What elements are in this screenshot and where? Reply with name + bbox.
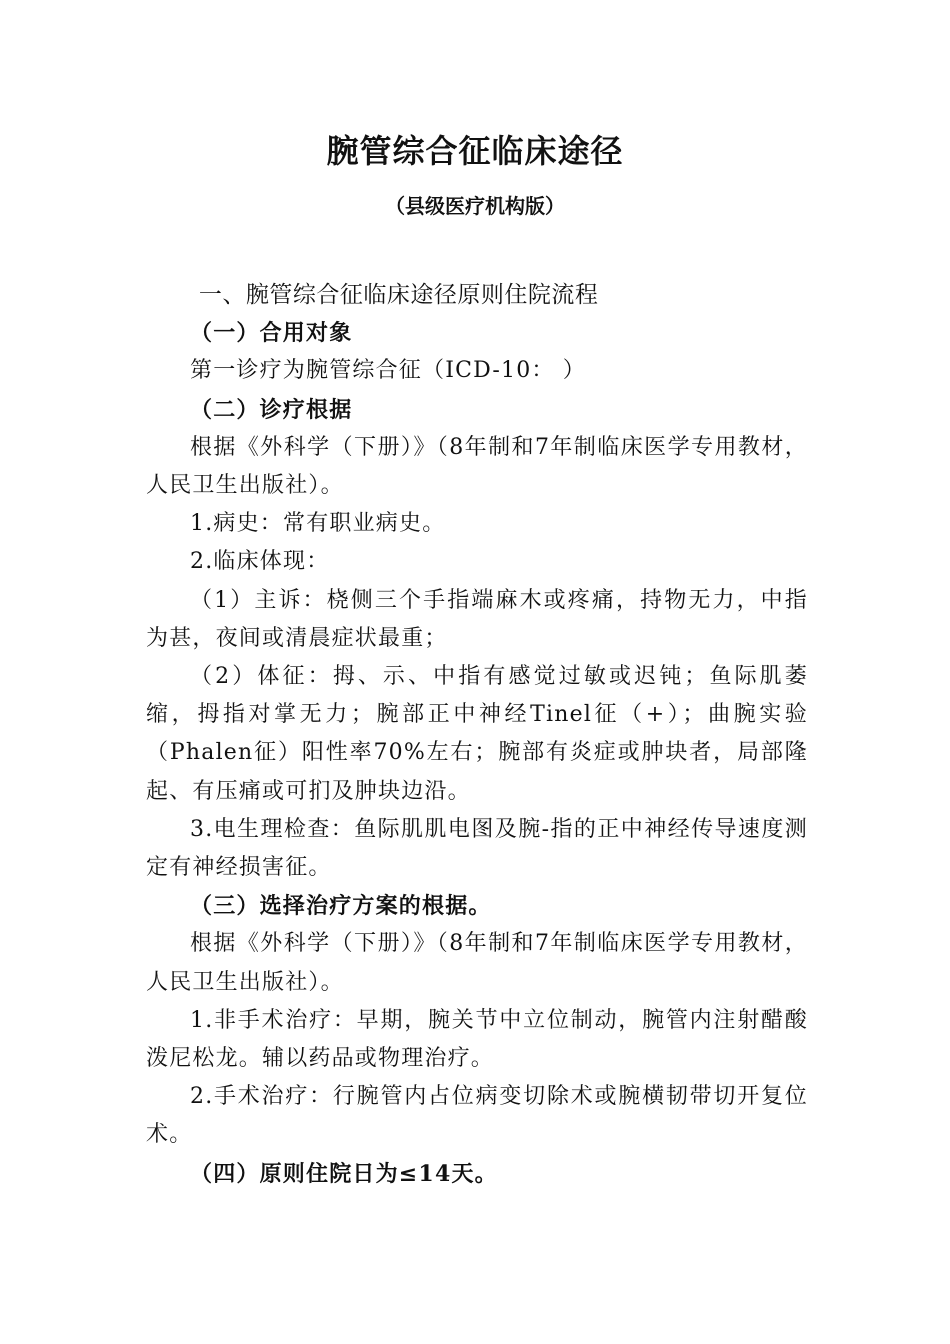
paragraph: 1.病史：常有职业病史。 — [190, 511, 446, 537]
paragraph: 第一诊疗为腕管综合征（ICD-10： ） — [190, 358, 586, 384]
section-heading: 一、腕管综合征临床途径原则住院流程 — [198, 282, 599, 308]
subsection-heading: （二）诊疗根据 — [190, 396, 353, 423]
subsection-heading: （一）合用对象 — [190, 320, 353, 347]
paragraph: 1.非手术治疗：早期，腕关节中立位制动，腕管内注射醋酸泼尼松龙。辅以药品或物理治疗。 — [146, 1007, 808, 1072]
subsection-heading: （四）原则住院日为≤14天。 — [190, 1160, 498, 1187]
document-body — [146, 276, 808, 1193]
paragraph: 根据《外科学（下册）》（8年制和7年制临床医学专用教材，人民卫生出版社）。 — [146, 931, 808, 995]
paragraph: （2）体征：拇、示、中指有感觉过敏或迟钝；鱼际肌萎缩，拇指对掌无力；腕部正中神经Tinel征（+）；曲腕实验（Phalen征）阳性率70%左右；腕部有炎症或肿块者，局部隆起、有压痛或可扪及肿块边沿。 — [146, 664, 808, 804]
subsection-heading: （三）选择治疗方案的根据。 — [190, 893, 492, 920]
document-subtitle: （县级医疗机构版） — [385, 194, 565, 218]
paragraph: 根据《外科学（下册）》（8年制和7年制临床医学专用教材，人民卫生出版社）。 — [146, 434, 808, 499]
document-title: 腕管综合征临床途径 — [326, 132, 624, 170]
paragraph: 2.临床体现： — [190, 549, 330, 575]
paragraph: 2.手术治疗：行腕管内占位病变切除术或腕横韧带切开复位术。 — [146, 1084, 808, 1148]
paragraph: （1）主诉：桡侧三个手指端麻木或疼痛，持物无力，中指为甚，夜间或清晨症状最重； — [146, 587, 808, 651]
paragraph: 3.电生理检查：鱼际肌肌电图及腕-指的正中神经传导速度测定有神经损害征。 — [146, 816, 808, 881]
